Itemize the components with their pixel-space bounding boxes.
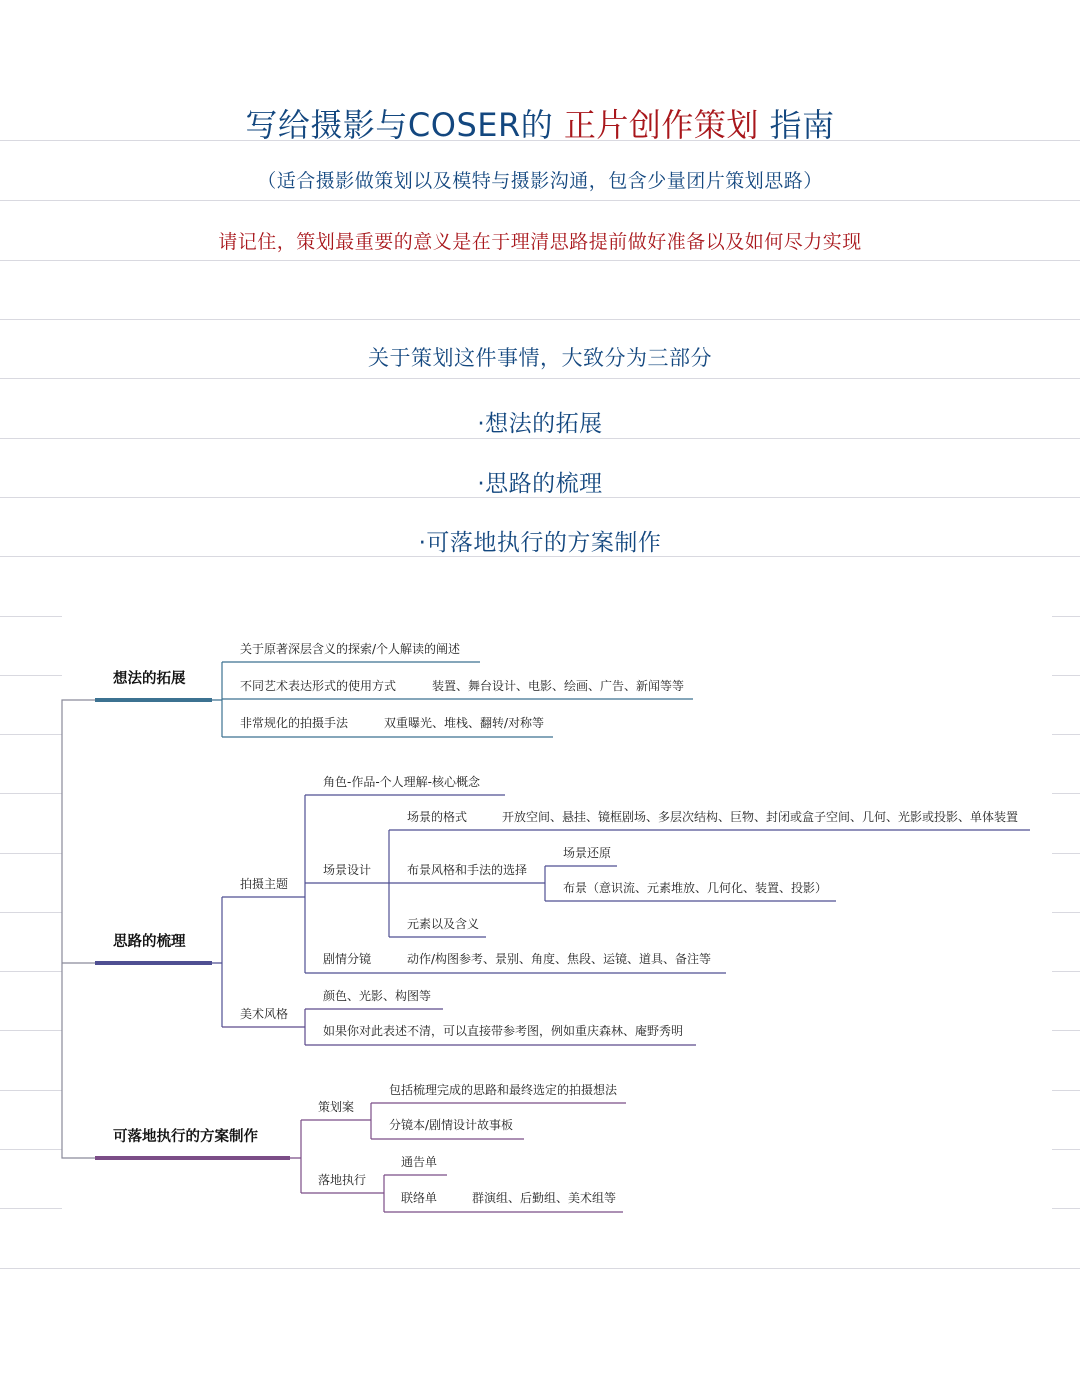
art-item1-label: 颜色、光影、构图等 bbox=[323, 989, 432, 1003]
ruled-line bbox=[0, 378, 1080, 379]
reminder-text: 请记住，策划最重要的意义是在于理清思路提前做好准备以及如何尽力实现 bbox=[218, 231, 862, 253]
branch3-connector bbox=[290, 1120, 301, 1193]
branch2-connector bbox=[212, 897, 222, 1027]
ruled-line bbox=[0, 319, 1080, 320]
part-item-2: ·思路的梳理 bbox=[477, 471, 603, 497]
format-detail: 开放空间、悬挂、镜框剧场、多层次结构、巨物、封闭或盒子空间、几何、光影或投影、单体装置 bbox=[502, 810, 1019, 824]
title-part-a: 写给摄影与COSER的 bbox=[245, 106, 554, 144]
b1-item3-detail: 双重曝光、堆栈、翻转/对称等 bbox=[384, 716, 545, 730]
part-item-3: ·可落地执行的方案制作 bbox=[418, 530, 662, 556]
page-subtitle: （适合摄影做策划以及模特与摄影沟通，包含少量团片策划思路） bbox=[257, 170, 823, 192]
style-opt2-label: 布景（意识流、元素堆放、几何化、装置、投影） bbox=[563, 881, 828, 895]
title-part-c: 指南 bbox=[769, 106, 835, 144]
storyboard-detail: 动作/构图参考、景别、角度、焦段、运镜、道具、备注等 bbox=[407, 952, 712, 966]
page-title bbox=[0, 100, 1080, 146]
theme-label: 拍摄主题 bbox=[240, 877, 289, 891]
style-opt1-label: 场景还原 bbox=[563, 846, 612, 860]
branch-idea-expansion bbox=[95, 641, 693, 737]
b1-item1-label: 关于原著深层含义的探索/个人解读的阐述 bbox=[240, 642, 461, 656]
format-label: 场景的格式 bbox=[407, 810, 468, 824]
exec-item2-detail: 群演组、后勤组、美术组等 bbox=[472, 1191, 617, 1205]
plan-label: 策划案 bbox=[318, 1100, 355, 1114]
plan-item1-label: 包括梳理完成的思路和最终选定的拍摄想法 bbox=[389, 1083, 618, 1097]
branch1-label: 想法的拓展 bbox=[113, 671, 186, 687]
exec-label: 落地执行 bbox=[318, 1173, 367, 1187]
exec-item1-label: 通告单 bbox=[401, 1155, 438, 1169]
root-connector bbox=[62, 700, 95, 1158]
b1-item3-label: 非常规化的拍摄手法 bbox=[240, 716, 349, 730]
role-label: 角色-作品-个人理解-核心概念 bbox=[323, 775, 480, 789]
style-label: 布景风格和手法的选择 bbox=[407, 863, 528, 877]
branch1-connector bbox=[212, 662, 222, 737]
storyboard-label: 剧情分镜 bbox=[323, 952, 372, 966]
art-label: 美术风格 bbox=[240, 1007, 289, 1021]
elements-label: 元素以及含义 bbox=[407, 917, 480, 931]
b1-item2-label: 不同艺术表达形式的使用方式 bbox=[240, 679, 397, 693]
part-item-1: ·想法的拓展 bbox=[477, 411, 603, 437]
ruled-line bbox=[0, 1268, 1080, 1269]
ruled-line bbox=[0, 200, 1080, 201]
ruled-line bbox=[0, 438, 1080, 439]
art-item2-label: 如果你对此表述不清，可以直接带参考图，例如重庆森林、庵野秀明 bbox=[323, 1024, 684, 1038]
plan-item2-label: 分镜本/剧情设计故事板 bbox=[389, 1118, 514, 1132]
branch-executable-plan bbox=[95, 1082, 626, 1212]
branch-thought-organization bbox=[95, 774, 1030, 1045]
branch2-label: 思路的梳理 bbox=[113, 934, 186, 950]
title-part-b: 正片创作策划 bbox=[563, 106, 759, 144]
intro-text: 关于策划这件事情，大致分为三部分 bbox=[368, 346, 712, 370]
branch3-label: 可落地执行的方案制作 bbox=[113, 1129, 258, 1145]
b1-item2-detail: 装置、舞台设计、电影、绘画、广告、新闻等等 bbox=[432, 679, 685, 693]
exec-item2-label: 联络单 bbox=[401, 1191, 438, 1205]
ruled-line bbox=[0, 260, 1080, 261]
mind-map bbox=[0, 600, 1080, 1240]
scene-label: 场景设计 bbox=[323, 863, 372, 877]
